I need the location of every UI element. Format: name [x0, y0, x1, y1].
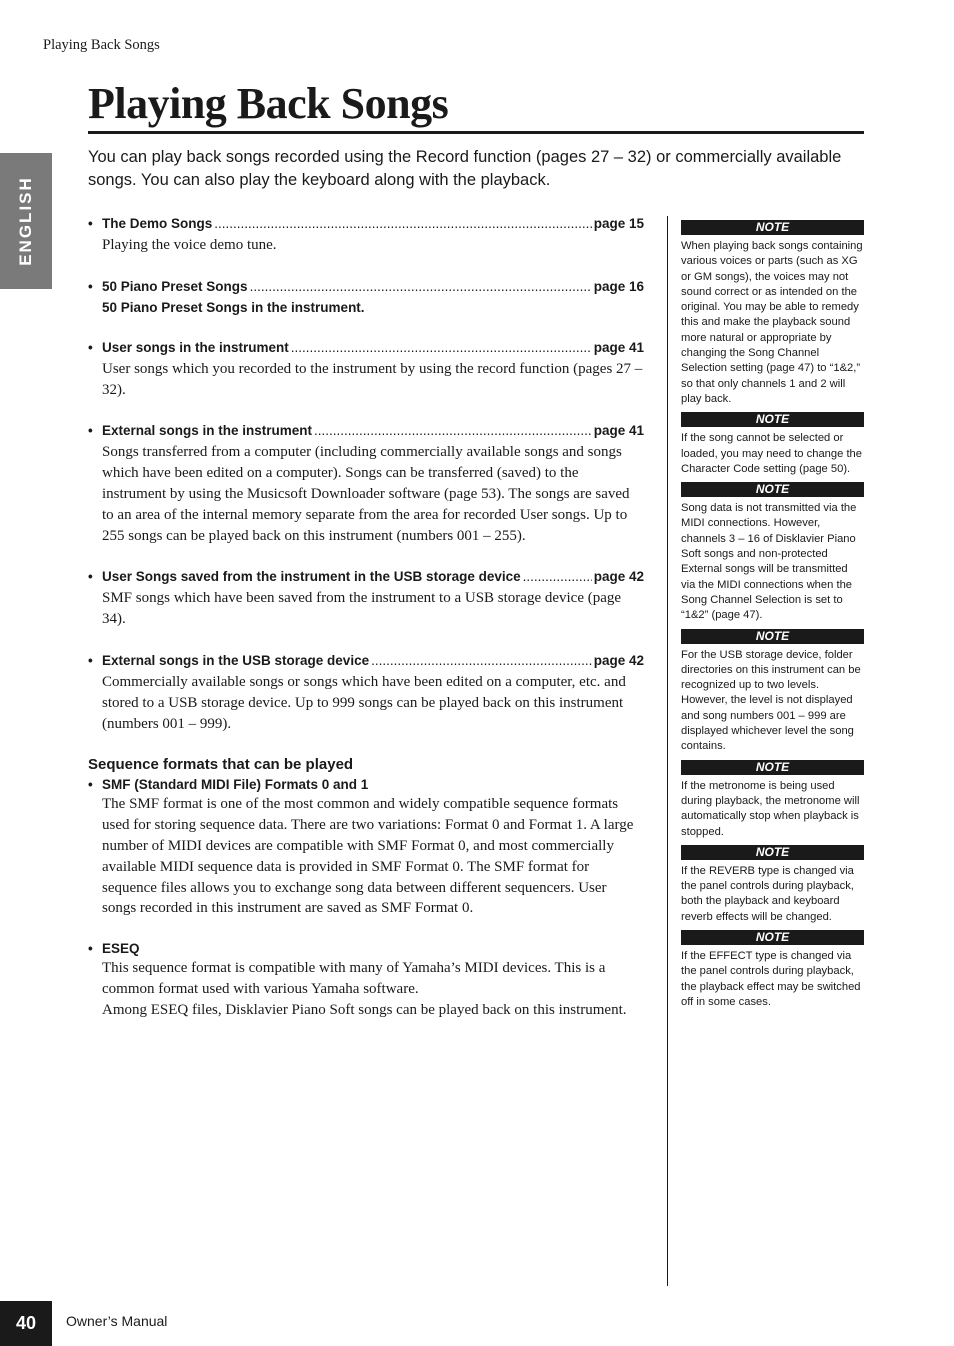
format-description-eseq-2: Among ESEQ files, Disklavier Piano Soft songs can be played back on this instrument. [102, 1001, 627, 1018]
format-description-smf: The SMF format is one of the most common and widely compatible sequence formats used for storing sequence data. There are two variations: Format 0 and Format 1. A large number of MIDI devices are compatible with SMF Format 0, and most commercially available MIDI sequence data is provided in SMF Format 0. The SMF format for sequence files allows you to exchange song data between different sequencers. User songs recorded in this instrument are saved as SMF Format 0. [102, 796, 634, 917]
page-reference: page 41 [593, 339, 644, 355]
leader-dots [291, 338, 592, 357]
note-label: NOTE [681, 845, 864, 860]
format-heading-eseq [88, 939, 644, 958]
bullet: • [88, 941, 93, 957]
bullet: • [88, 339, 93, 355]
intro-paragraph: You can play back songs recorded using the Record function (pages 27 – 32) or commercially available songs. You can also play the keyboard along with the playback. [88, 148, 842, 189]
entry-description: SMF songs which have been saved from the instrument to a USB storage device (page 34). [102, 590, 622, 628]
leader-dots [214, 214, 591, 233]
format-description-eseq: This sequence format is compatible with many of Yamaha’s MIDI devices. This is a common format used with various Yamaha software. [102, 960, 606, 997]
leader-dots [371, 651, 592, 670]
entry-title: External songs in the instrument [102, 423, 313, 439]
language-tab-label: ENGLISH [16, 176, 35, 266]
page-reference: page 15 [593, 216, 644, 231]
entry-description: User songs which you recorded to the instrument by using the record function (pages 27 – 32). [102, 360, 643, 398]
page-title: Playing Back Songs [88, 79, 449, 128]
page-number: 40 [0, 1301, 52, 1346]
running-header: Playing Back Songs [43, 37, 160, 53]
format-title: ESEQ [102, 941, 140, 957]
entry-heading [88, 421, 644, 440]
bullet: • [88, 216, 93, 231]
song-source-entry [88, 338, 644, 401]
page-reference: page 41 [593, 423, 644, 439]
column-divider [667, 216, 668, 1286]
page-reference: page 16 [593, 278, 644, 294]
note-label: NOTE [681, 482, 864, 497]
leader-dots [250, 277, 592, 296]
entry-title: The Demo Songs [102, 216, 213, 231]
entry-description: 50 Piano Preset Songs in the instrument. [102, 299, 365, 315]
bullet: • [88, 278, 93, 294]
note-text: If the song cannot be selected or loaded, you may need to change the Character Code setting (page 50). [681, 432, 862, 475]
entry-title: User Songs saved from the instrument in the USB storage device [102, 569, 521, 585]
footer-manual-label: Owner’s Manual [66, 1313, 168, 1329]
format-heading-smf [88, 775, 644, 794]
bullet: • [88, 652, 93, 668]
entry-heading [88, 277, 644, 296]
note-text: When playing back songs containing various voices or parts (such as XG or GM songs), the voices may not sound correct or as intended on the original. You may be able to remedy this and make the playback sound more natural or appropriate by changing the Song Channel Selection setting (page 47) to “1&2,” so that only channels 1 and 2 will play back. [681, 240, 863, 405]
language-tab [0, 153, 52, 289]
note-text: For the USB storage device, folder directories on this instrument can be recognized up to two levels. However, the level is not displayed and song numbers 001 – 999 are displayed whichever level the song contains. [681, 648, 861, 753]
note-text: If the REVERB type is changed via the panel controls during playback, both the playback and keyboard reverb effects will be changed. [681, 864, 854, 923]
song-source-entry [88, 651, 644, 734]
note-label: NOTE [681, 412, 864, 427]
leader-dots [314, 421, 592, 440]
entry-description: Songs transferred from a computer (including commercially available songs and songs which have been edited on a computer). Songs can be transferred (saved) to the instrument by using the Musicsoft Downloader software (page 53). The songs are saved to an area of the internal memory separate from the area for recorded User songs. Up to 255 songs can be played back on this instrument (numbers 001 – 255). [102, 444, 630, 544]
note-text: Song data is not transmitted via the MIDI connections. However, channels 3 – 16 of Disklavier Piano Soft songs and non-protected External songs will be transmitted via the MIDI connections when the Song Channel Selection is set to “1&2” (page 47). [681, 502, 857, 622]
entry-title: External songs in the USB storage device [102, 652, 370, 668]
entry-description: Commercially available songs or songs which have been edited on a computer, etc. and stored to a USB storage device. Up to 999 songs can be played back on this instrument (numbers 001 – 999). [102, 673, 626, 732]
note-text: If the metronome is being used during playback, the metronome will automatically stop when playback is stopped. [681, 779, 860, 838]
main-column [88, 214, 644, 1021]
entry-heading [88, 214, 644, 233]
leader-dots [523, 567, 592, 586]
title-rule [88, 131, 864, 134]
entry-description: Playing the voice demo tune. [102, 237, 277, 253]
note-text: If the EFFECT type is changed via the panel controls during playback, the playback effect may be switched off in some cases. [681, 949, 861, 1008]
section-title: Sequence formats that can be played [88, 756, 354, 774]
bullet: • [88, 423, 93, 439]
song-source-entry [88, 214, 644, 256]
note-label: NOTE [681, 629, 864, 644]
format-title: SMF (Standard MIDI File) Formats 0 and 1 [102, 777, 369, 793]
song-source-entry [88, 567, 644, 630]
page-reference: page 42 [593, 569, 644, 585]
bullet: • [88, 777, 93, 793]
note-label: NOTE [681, 760, 864, 775]
bullet: • [88, 569, 93, 585]
entry-heading [88, 338, 644, 357]
page-reference: page 42 [593, 652, 644, 668]
note-label: NOTE [681, 930, 864, 945]
song-source-entry [88, 421, 644, 546]
entry-title: User songs in the instrument [102, 339, 289, 355]
entry-title: 50 Piano Preset Songs [102, 278, 248, 294]
song-source-entry [88, 277, 644, 317]
entry-heading [88, 567, 644, 586]
notes-column [681, 220, 864, 1015]
note-label: NOTE [681, 220, 864, 235]
entry-heading [88, 651, 644, 670]
